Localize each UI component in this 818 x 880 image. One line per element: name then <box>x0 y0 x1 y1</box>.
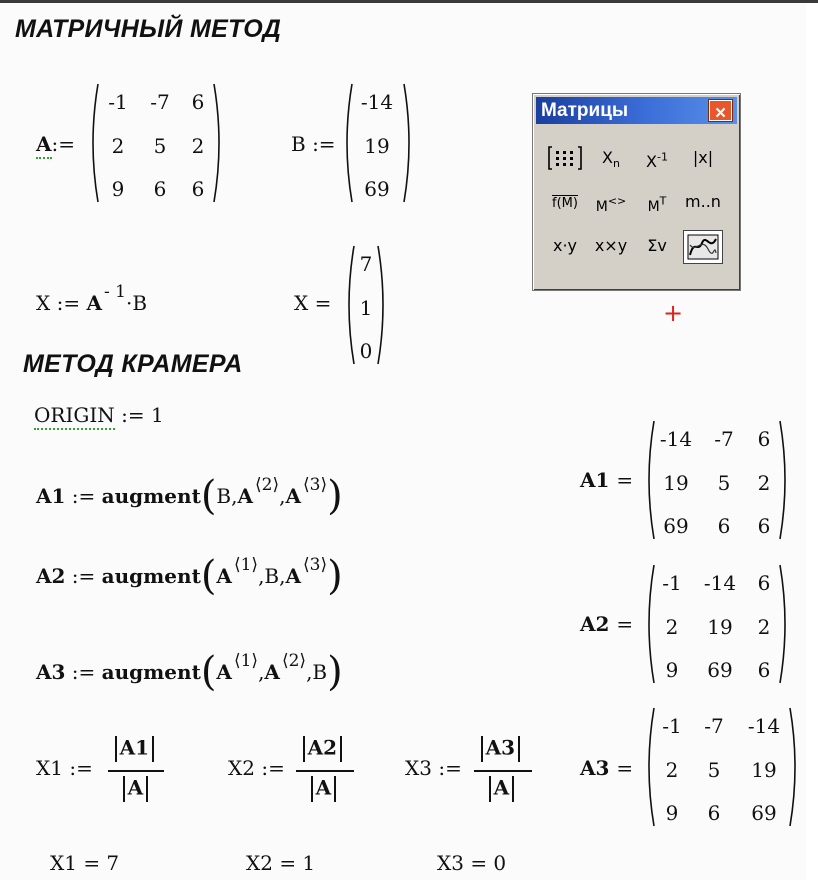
vectorize-icon: f(M) <box>552 196 578 211</box>
augment-col: 3 <box>309 555 321 575</box>
def-x-rhs: B <box>132 291 148 315</box>
origin-value: 1 <box>150 403 164 427</box>
matrix-cell: -7 <box>714 427 734 451</box>
matrix-cell: 2 <box>111 134 125 158</box>
determinant-button[interactable]: |x| <box>692 148 714 167</box>
fraction-numerator: A3 <box>478 736 523 762</box>
augment-col: 1 <box>240 555 252 575</box>
final-x2[interactable]: X2 = 1 <box>246 851 316 875</box>
def-a-lhs[interactable] <box>36 134 75 154</box>
fraction-lhs: X1 <box>36 756 63 780</box>
fraction-bar <box>474 770 532 772</box>
augment-assign: := <box>71 660 96 684</box>
matrix-cell: 6 <box>191 177 205 201</box>
fraction-assign: := <box>438 756 462 780</box>
final-x3[interactable]: X3 = 0 <box>437 851 507 875</box>
matrix-cell: 19 <box>707 615 733 639</box>
heading-cramer-method: МЕТОД КРАМЕРА <box>23 350 243 378</box>
matrix-cell: 6 <box>707 801 721 825</box>
origin-name: ORIGIN <box>34 403 115 430</box>
augment-a2[interactable]: A2 := augment(A $^{⟨1⟩}$,B,A $^{⟨3⟩}$) <box>36 553 343 599</box>
fraction-lhs: X3 <box>405 756 432 780</box>
picture-button[interactable] <box>683 230 723 264</box>
matrix-cell: -7 <box>150 90 170 114</box>
matrix-b-left-paren <box>340 82 354 204</box>
heading-matrix-method: МАТРИЧНЫЙ МЕТОД <box>15 15 282 43</box>
augment-col: 1 <box>240 651 252 671</box>
fraction-denominator: A <box>120 776 151 802</box>
fraction-x2[interactable] <box>296 736 354 806</box>
subscript-button[interactable] <box>589 140 633 176</box>
augment-assign: := <box>71 484 96 508</box>
result-name: A2 <box>580 612 610 636</box>
matrix-a2[interactable] <box>642 563 792 685</box>
matrix-cell: 69 <box>663 514 689 538</box>
inverse-button[interactable] <box>635 140 679 176</box>
matrix-cell: 6 <box>153 177 167 201</box>
matrix-cell: 1 <box>359 296 373 320</box>
fraction-numerator: A1 <box>112 736 157 762</box>
matrix-cell: -7 <box>704 714 724 738</box>
augment-paren-close: ) <box>327 649 343 695</box>
matrix-cell: 2 <box>665 758 679 782</box>
matrix-cell: 9 <box>665 658 679 682</box>
augment-arg: A <box>285 484 302 508</box>
result-name: A3 <box>580 756 610 780</box>
matrix-cell: 19 <box>751 758 777 782</box>
augment-col: 3 <box>309 475 321 495</box>
def-x-expression[interactable] <box>36 282 148 315</box>
augment-paren-close: ) <box>327 553 343 599</box>
result-x-name: X <box>294 291 309 315</box>
fraction-bar <box>108 770 164 772</box>
matrix-a1-left-paren <box>642 419 656 541</box>
augment-func: augment <box>101 484 201 508</box>
result-eq: = <box>616 756 634 780</box>
range-variable-button[interactable]: m..n <box>685 192 721 211</box>
cursor-crosshair-icon: + <box>663 299 684 327</box>
matrix-toolbar-window[interactable] <box>532 93 741 291</box>
matrix-cell: 5 <box>153 134 167 158</box>
matrix-cell: 5 <box>707 758 721 782</box>
fraction-lhs: X2 <box>228 756 255 780</box>
cross-product-button[interactable]: x×y <box>594 236 628 255</box>
augment-arg: A <box>237 484 254 508</box>
augment-arg: A <box>216 564 232 588</box>
matrix-x-result[interactable] <box>342 244 390 366</box>
fraction-bar <box>296 770 354 772</box>
augment-arg: B <box>264 564 280 588</box>
fraction-x1-lhs[interactable] <box>36 758 93 778</box>
final-x1[interactable]: X1 = 7 <box>50 851 120 875</box>
vector-sum-button[interactable]: Σv <box>647 236 667 255</box>
result-name: A1 <box>580 468 610 492</box>
fraction-numerator: A2 <box>300 736 345 762</box>
augment-lhs: A3 <box>36 660 66 684</box>
matrix-cell: 19 <box>364 134 390 158</box>
origin-definition[interactable] <box>34 405 164 425</box>
inverse-icon: $X^{-1}$ <box>646 151 668 172</box>
matrix-cell: -14 <box>360 90 394 114</box>
matrix-cell: 2 <box>757 471 771 495</box>
matrix-cell: 6 <box>757 571 771 595</box>
augment-paren-open: ( <box>200 473 217 519</box>
def-x-dot: · <box>125 291 133 315</box>
fraction-assign: := <box>69 756 93 780</box>
picture-icon <box>686 233 720 261</box>
close-button[interactable] <box>709 100 732 124</box>
matrix-cell: -1 <box>662 714 682 738</box>
augment-func: augment <box>101 660 201 684</box>
right-margin <box>806 3 818 880</box>
insert-matrix-button[interactable] <box>543 140 587 176</box>
fraction-x1[interactable] <box>108 736 164 806</box>
fraction-denominator: A <box>308 776 339 802</box>
def-x-base: A <box>86 291 102 315</box>
augment-a3[interactable]: A3 := augment(A $^{⟨1⟩}$,A $^{⟨2⟩}$,B) <box>36 649 343 695</box>
matrix-b-right-paren <box>402 82 416 204</box>
matrix-grid-icon <box>548 145 582 171</box>
augment-paren-open: ( <box>200 553 217 599</box>
def-x-exponent: - 1 <box>104 282 126 302</box>
result-eq: = <box>616 468 634 492</box>
toolbar-title: Матрицы <box>541 100 629 121</box>
augment-assign: := <box>71 564 96 588</box>
matrix-cell: 6 <box>717 514 731 538</box>
matrix-cell: 6 <box>757 427 771 451</box>
result-a1-lhs[interactable] <box>580 470 633 490</box>
fraction-x3-lhs[interactable] <box>405 758 462 778</box>
column-button[interactable] <box>589 184 633 220</box>
transpose-icon: $M^T$ <box>647 195 667 216</box>
augment-paren-open: ( <box>200 649 217 695</box>
def-b-name: B <box>291 132 306 156</box>
matrix-a1[interactable] <box>642 419 792 541</box>
def-b-lhs[interactable] <box>291 134 336 154</box>
result-a2-lhs[interactable] <box>580 614 633 634</box>
def-x-assign: := <box>56 291 81 315</box>
toolbar-titlebar[interactable] <box>536 97 737 124</box>
augment-arg: A <box>264 660 280 684</box>
augment-arg: A <box>216 660 232 684</box>
augment-arg: B <box>312 660 328 684</box>
matrix-cell: 7 <box>359 252 373 276</box>
augment-lhs: A1 <box>36 484 66 508</box>
augment-arg: A <box>285 564 302 588</box>
matrix-cell: -14 <box>747 714 781 738</box>
origin-assign: := <box>121 403 145 427</box>
result-x-eq: = <box>314 291 332 315</box>
augment-a1[interactable]: A1 := augment(B,A $^{⟨2⟩}$,A $^{⟨3⟩}$) <box>36 473 343 519</box>
vectorize-button[interactable] <box>543 184 587 220</box>
augment-col: 2 <box>261 475 273 495</box>
close-icon: × <box>715 103 727 124</box>
matrix-cell: 69 <box>751 801 777 825</box>
fraction-assign: := <box>261 756 285 780</box>
matrix-cell: 2 <box>191 134 205 158</box>
matrix-cell: 6 <box>757 514 771 538</box>
augment-paren-close: ) <box>327 473 343 519</box>
result-eq: = <box>616 612 634 636</box>
augment-lhs: A2 <box>36 564 66 588</box>
matrix-cell: 9 <box>111 177 125 201</box>
column-icon: M<> <box>595 195 627 216</box>
dot-product-button[interactable]: x·y <box>552 236 578 255</box>
augment-arg: B <box>216 484 232 508</box>
matrix-a[interactable] <box>86 82 226 204</box>
matrix-cell: 6 <box>757 658 771 682</box>
def-b-assign: := <box>312 132 336 156</box>
matrix-cell: 69 <box>364 177 390 201</box>
matrix-cell: -1 <box>662 571 682 595</box>
subscript-icon: $X_n$ <box>602 148 620 171</box>
augment-func: augment <box>101 564 201 588</box>
matrix-cell: 9 <box>665 801 679 825</box>
fraction-x2-lhs[interactable] <box>228 758 285 778</box>
matrix-cell: 2 <box>665 615 679 639</box>
matrix-cell: 2 <box>757 615 771 639</box>
matrix-b[interactable] <box>340 82 418 204</box>
matrix-cell: 19 <box>663 471 689 495</box>
matrix-cell: -14 <box>703 571 737 595</box>
transpose-button[interactable] <box>635 184 679 220</box>
matrix-cell: -1 <box>108 90 128 114</box>
augment-col: 2 <box>288 651 300 671</box>
fraction-x3[interactable] <box>474 736 532 806</box>
result-x-lhs[interactable] <box>294 293 331 313</box>
def-a-name: A <box>36 132 52 159</box>
matrix-cell: 69 <box>707 658 733 682</box>
def-x-lhs: X <box>36 291 51 315</box>
def-a-assign: := <box>51 132 76 156</box>
matrix-cell: 6 <box>191 90 205 114</box>
matrix-a3[interactable] <box>642 706 804 828</box>
matrix-a3-right-paren <box>788 706 802 828</box>
result-a3-lhs[interactable] <box>580 758 633 778</box>
matrix-cell: 5 <box>717 471 731 495</box>
matrix-cell: 0 <box>359 339 373 363</box>
matrix-cell: -14 <box>659 427 693 451</box>
fraction-denominator: A <box>486 776 517 802</box>
